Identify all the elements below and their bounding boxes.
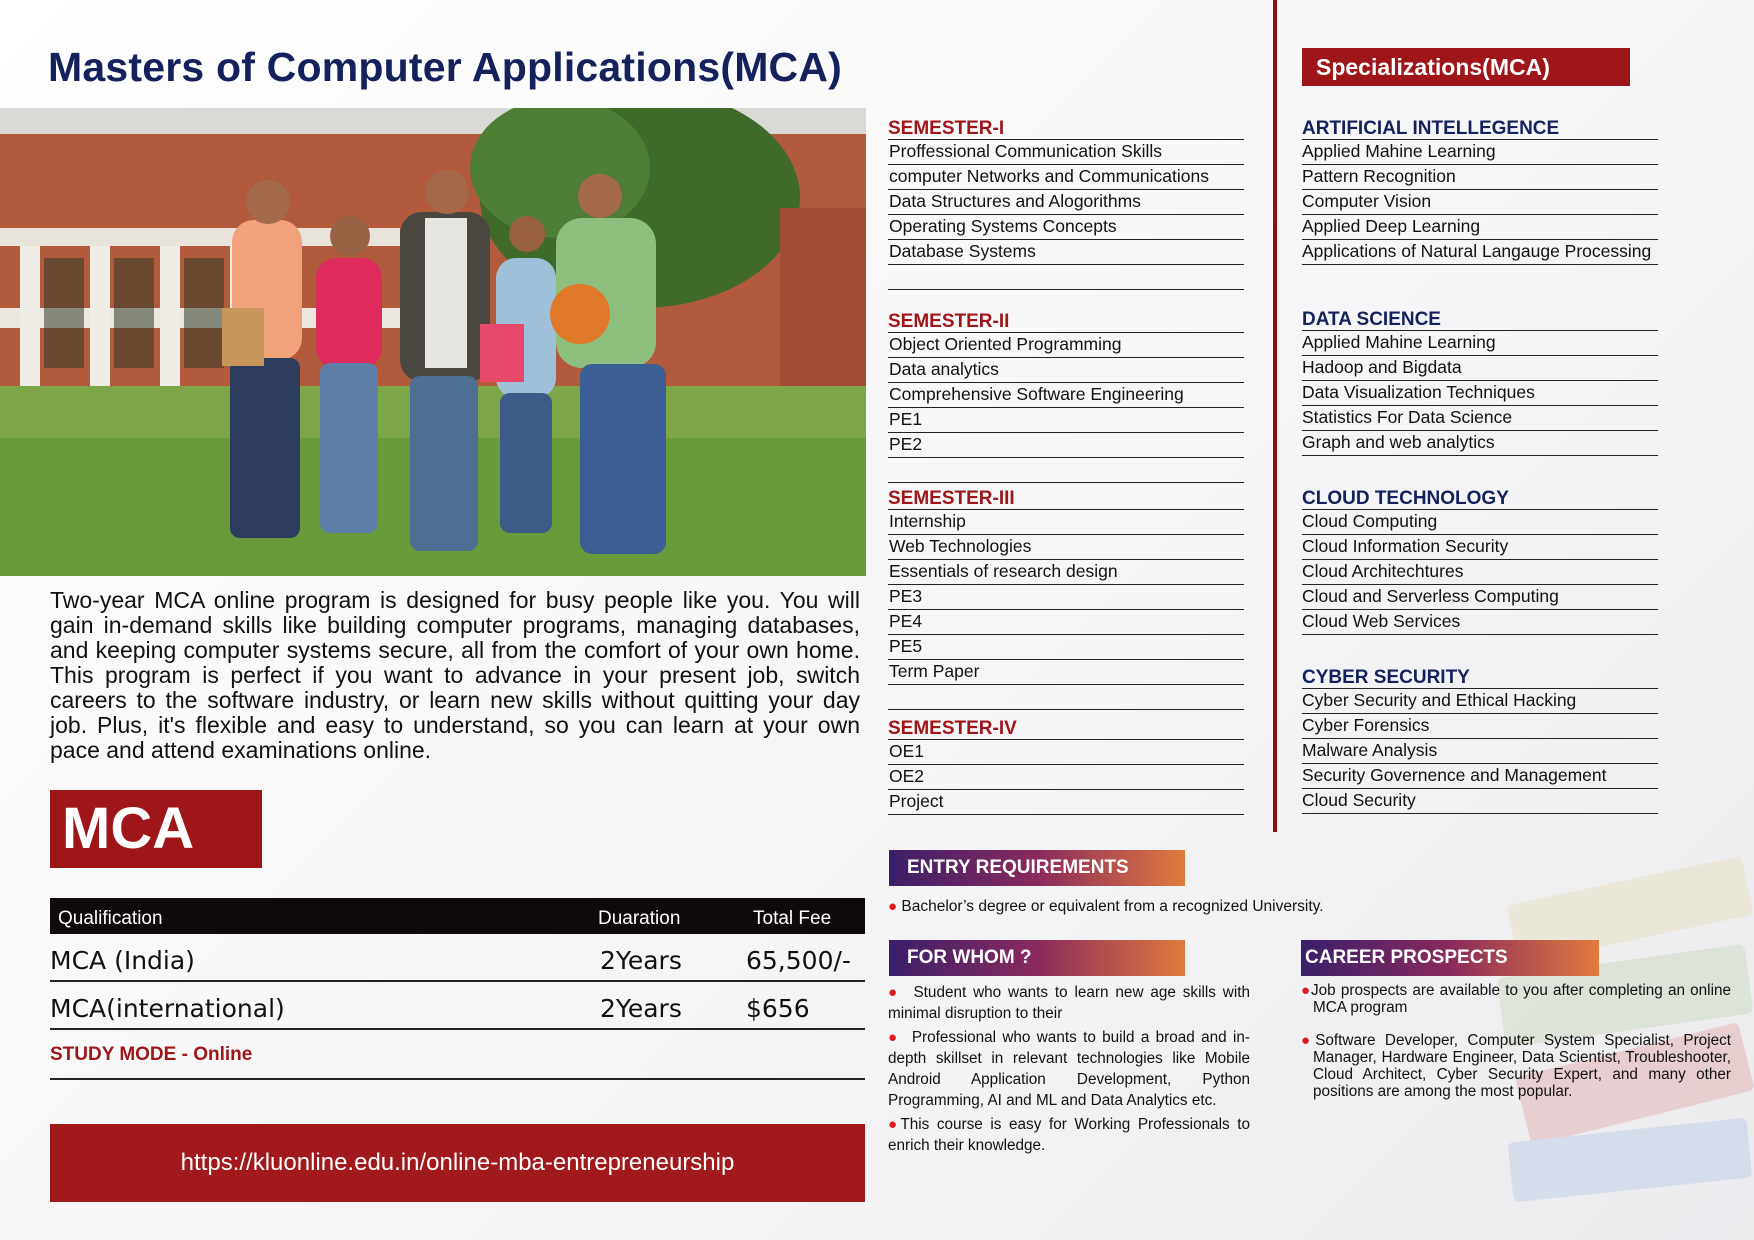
semester-4 <box>888 714 1244 815</box>
header-fee: Total Fee <box>753 908 832 929</box>
for-whom-list <box>888 982 1250 1159</box>
header-duration: Duaration <box>598 908 681 929</box>
fee-table <box>50 898 865 1080</box>
list-item: Cloud and Serverless Computing <box>1302 585 1658 610</box>
list-item: Applications of Natural Langauge Processing <box>1302 240 1658 265</box>
row-qualification: MCA(international) <box>50 994 285 1023</box>
bullet-icon: ● <box>1301 1032 1316 1049</box>
list-item: Security Governence and Management <box>1302 764 1658 789</box>
list-item: Cloud Architechtures <box>1302 560 1658 585</box>
list-item: Operating Systems Concepts <box>888 215 1244 240</box>
specializations-heading: Specializations(MCA) <box>1302 48 1630 86</box>
list-item: Cyber Security and Ethical Hacking <box>1302 689 1658 714</box>
whom-item-text: This course is easy for Working Professionals to enrich their knowledge. <box>888 1116 1250 1154</box>
for-whom-heading: FOR WHOM ? <box>889 940 1185 976</box>
fee-table-header <box>50 898 865 934</box>
list-item: PE2 <box>888 433 1244 458</box>
requirement-text: Bachelor’s degree or equivalent from a recognized University. <box>901 898 1324 915</box>
study-mode: STUDY MODE - Online <box>50 1030 865 1080</box>
list-item: Cloud Computing <box>1302 510 1658 535</box>
table-row <box>50 982 865 1030</box>
students-photo <box>0 108 866 576</box>
mca-badge: MCA <box>50 790 262 868</box>
bullet-icon: ● <box>888 898 898 915</box>
list-item: computer Networks and Communications <box>888 165 1244 190</box>
table-row <box>50 934 865 982</box>
bullet-icon: ● <box>888 984 900 1001</box>
list-item: Internship <box>888 510 1244 535</box>
entry-requirement-text <box>888 898 1324 916</box>
list-item: Pattern Recognition <box>1302 165 1658 190</box>
row-qualification: MCA (India) <box>50 946 195 975</box>
list-item: Cloud Information Security <box>1302 535 1658 560</box>
career-item-text: Job prospects are available to you after completing an online MCA program <box>1311 982 1731 1016</box>
program-url-link[interactable]: https://kluonline.edu.in/online-mba-entrepreneurship <box>50 1124 865 1202</box>
semester-title: SEMESTER-III <box>888 484 1244 510</box>
spec-group-cloud <box>1302 484 1658 635</box>
divider <box>888 458 1244 483</box>
whom-item-text: Student who wants to learn new age skills with minimal disruption to their <box>888 984 1251 1022</box>
list-item: Data Visualization Techniques <box>1302 381 1658 406</box>
list-item: PE4 <box>888 610 1244 635</box>
list-item: Essentials of research design <box>888 560 1244 585</box>
list-item: Comprehensive Software Engineering <box>888 383 1244 408</box>
list-item: Applied Mahine Learning <box>1302 331 1658 356</box>
semester-3 <box>888 484 1244 710</box>
list-item: Graph and web analytics <box>1302 431 1658 456</box>
row-duration: 2Years <box>600 994 682 1023</box>
list-item: Database Systems <box>888 240 1244 265</box>
entry-requirements-heading: ENTRY REQUIREMENTS <box>889 850 1185 886</box>
list-item: Term Paper <box>888 660 1244 685</box>
row-fee: $656 <box>746 994 810 1023</box>
list-item: Data analytics <box>888 358 1244 383</box>
list-item: Computer Vision <box>1302 190 1658 215</box>
spec-group-cyber <box>1302 663 1658 814</box>
semester-1 <box>888 114 1244 290</box>
list-item: Applied Mahine Learning <box>1302 140 1658 165</box>
list-item: Cloud Web Services <box>1302 610 1658 635</box>
list-item: Applied Deep Learning <box>1302 215 1658 240</box>
semester-title: SEMESTER-I <box>888 114 1244 140</box>
program-description: Two-year MCA online program is designed for busy people like you. You will gain in-demand skills like building computer programs, managing databases, and keeping computer systems secure, all from the comfort of your own home. This program is perfect if you want to advance in your present job, switch careers to the software industry, or learn new skills without quitting your day job. Plus, it's flexible and easy to understand, so you can learn at your own pace and attend examinations online. <box>50 587 860 763</box>
list-item <box>888 1027 1250 1111</box>
header-qualification: Qualification <box>58 908 163 929</box>
list-item: PE3 <box>888 585 1244 610</box>
page-title: Masters of Computer Applications(MCA) <box>48 44 843 90</box>
spec-group-title: CYBER SECURITY <box>1302 663 1658 689</box>
career-prospects-heading: CAREER PROSPECTS <box>1301 940 1599 976</box>
spec-group-ai <box>1302 114 1658 265</box>
divider <box>888 265 1244 290</box>
spec-group-data-science <box>1302 305 1658 456</box>
list-item: Web Technologies <box>888 535 1244 560</box>
list-item: Statistics For Data Science <box>1302 406 1658 431</box>
vertical-divider <box>1273 0 1277 832</box>
list-item: Object Oriented Programming <box>888 333 1244 358</box>
list-item: Cyber Forensics <box>1302 714 1658 739</box>
row-duration: 2Years <box>600 946 682 975</box>
list-item <box>888 1114 1250 1156</box>
list-item: OE1 <box>888 740 1244 765</box>
list-item: PE1 <box>888 408 1244 433</box>
list-item <box>1301 1032 1731 1100</box>
career-item-text: Software Developer, Computer System Specialist, Project Manager, Hardware Engineer, Data Scientist, Troubleshooter, Cloud Architect, Cyber Security Expert, and many other positions are among the most popular. <box>1313 1032 1731 1100</box>
bullet-icon: ● <box>1301 982 1311 999</box>
semester-title: SEMESTER-IV <box>888 714 1244 740</box>
list-item: PE5 <box>888 635 1244 660</box>
list-item: Proffessional Communication Skills <box>888 140 1244 165</box>
bullet-icon: ● <box>888 1029 900 1046</box>
list-item <box>888 982 1250 1024</box>
bullet-icon: ● <box>888 1116 901 1133</box>
list-item: Project <box>888 790 1244 815</box>
spec-group-title: CLOUD TECHNOLOGY <box>1302 484 1658 510</box>
list-item: Malware Analysis <box>1302 739 1658 764</box>
list-item: OE2 <box>888 765 1244 790</box>
semester-title: SEMESTER-II <box>888 307 1244 333</box>
whom-item-text: Professional who wants to build a broad and in-depth skillset in relevant technologies like Mobile Android Application Development, Python Programming, AI and ML and Data Analytics etc. <box>888 1029 1250 1109</box>
list-item: Data Structures and Alogorithms <box>888 190 1244 215</box>
semester-2 <box>888 307 1244 483</box>
list-item: Hadoop and Bigdata <box>1302 356 1658 381</box>
spec-group-title: ARTIFICIAL INTELLEGENCE <box>1302 114 1658 140</box>
list-item: Cloud Security <box>1302 789 1658 814</box>
row-fee: 65,500/- <box>746 946 851 975</box>
divider <box>888 685 1244 710</box>
career-prospects-list <box>1301 982 1731 1116</box>
list-item <box>1301 982 1731 1016</box>
spec-group-title: DATA SCIENCE <box>1302 305 1658 331</box>
